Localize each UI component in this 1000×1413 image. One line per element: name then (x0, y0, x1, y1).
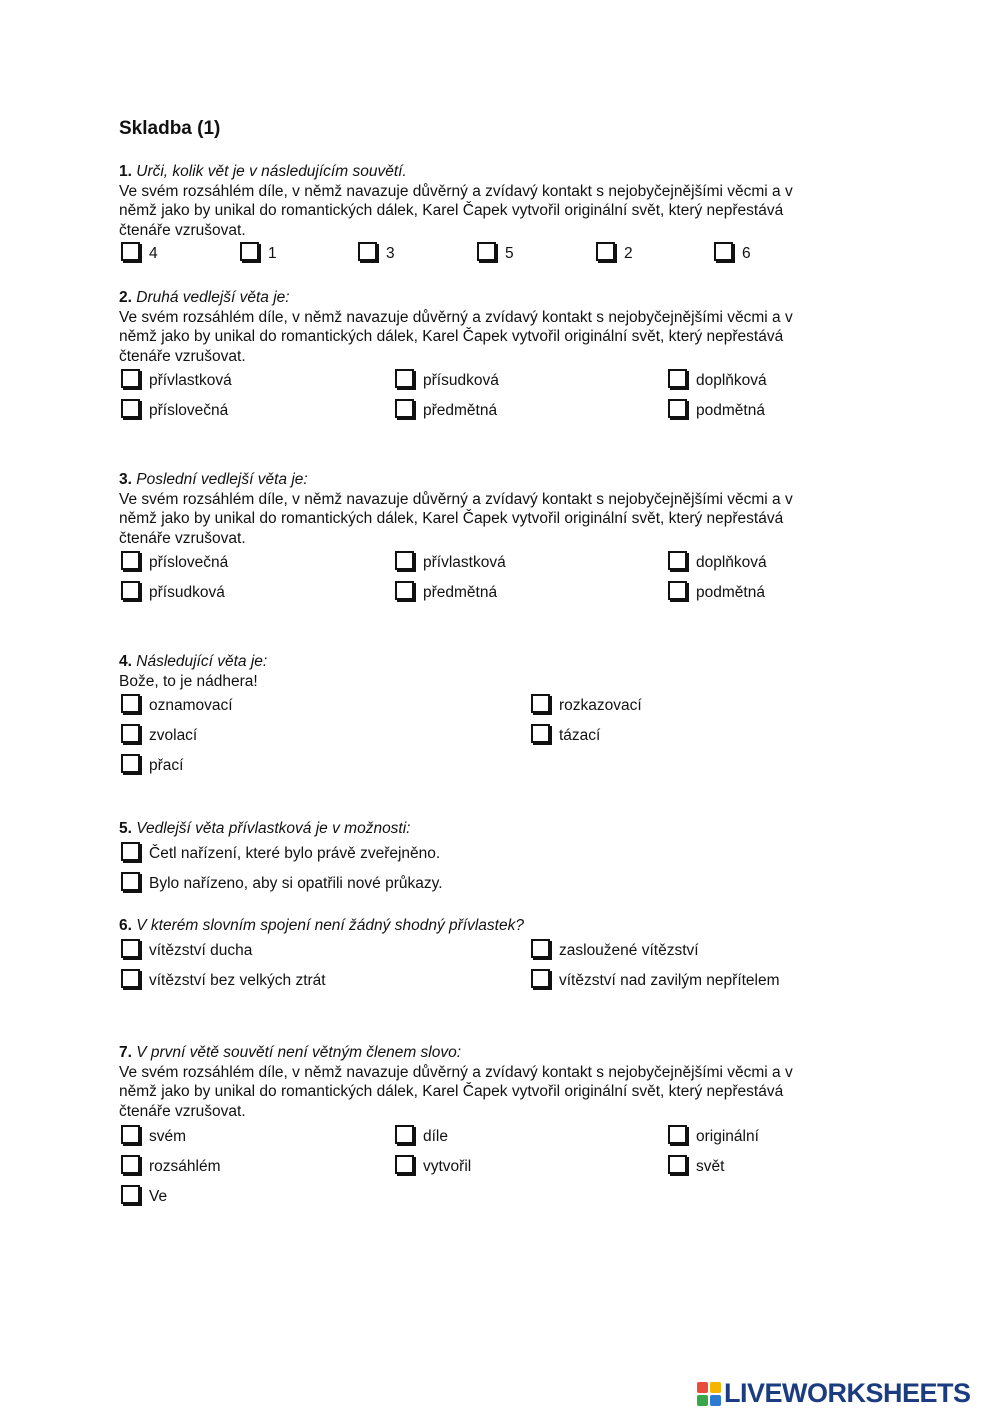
answer-option[interactable] (668, 401, 765, 420)
option-label: tázací (559, 727, 601, 744)
page-title: Skladba (1) (119, 118, 221, 139)
question-1 (119, 162, 879, 240)
option-label: vítězství bez velkých ztrát (149, 972, 326, 989)
answer-option[interactable] (358, 244, 395, 263)
option-label: díle (423, 1128, 448, 1145)
sentence-line: čtenáře vzrušovat. (119, 221, 246, 239)
answer-option[interactable] (395, 553, 506, 572)
question-2 (119, 288, 879, 366)
checkbox[interactable] (121, 399, 140, 418)
option-label: 2 (624, 245, 633, 262)
checkbox[interactable] (121, 369, 140, 388)
question-number: 4. (119, 653, 132, 670)
checkbox[interactable] (395, 399, 414, 418)
option-label: 1 (268, 245, 277, 262)
answer-option[interactable] (121, 1187, 167, 1206)
answer-option[interactable] (668, 1127, 759, 1146)
sentence-line: Ve svém rozsáhlém díle, v němž navazuje důvěrný a zvídavý kontakt s nejobyčejnějšími věcmi a v (119, 308, 793, 326)
option-label: přísudková (149, 584, 225, 601)
question-number: 1. (119, 163, 132, 180)
sentence-line: Ve svém rozsáhlém díle, v němž navazuje důvěrný a zvídavý kontakt s nejobyčejnějšími věcmi a v (119, 182, 793, 200)
checkbox[interactable] (395, 551, 414, 570)
sentence-line: čtenáře vzrušovat. (119, 1102, 246, 1120)
option-label: příslovečná (149, 402, 229, 419)
checkbox[interactable] (395, 1155, 414, 1174)
answer-option[interactable] (531, 726, 600, 745)
checkbox[interactable] (121, 969, 140, 988)
answer-option[interactable] (121, 696, 233, 715)
checkbox[interactable] (668, 399, 687, 418)
option-label: Ve (149, 1188, 168, 1205)
answer-option[interactable] (714, 244, 751, 263)
answer-option[interactable] (121, 583, 225, 602)
option-label: doplňková (696, 372, 767, 389)
checkbox[interactable] (668, 1155, 687, 1174)
checkbox[interactable] (531, 939, 550, 958)
question-number: 5. (119, 820, 132, 837)
checkbox[interactable] (668, 1125, 687, 1144)
question-5 (119, 819, 879, 839)
checkbox[interactable] (121, 724, 140, 743)
logo-tile (710, 1395, 721, 1406)
checkbox[interactable] (477, 242, 496, 261)
liveworksheets-logo (697, 1378, 971, 1409)
checkbox[interactable] (121, 939, 140, 958)
checkbox[interactable] (395, 1125, 414, 1144)
answer-option[interactable] (121, 726, 197, 745)
logo-text: LIVEWORKSHEETS (724, 1378, 971, 1408)
checkbox[interactable] (121, 754, 140, 773)
checkbox[interactable] (121, 242, 140, 261)
answer-option[interactable] (395, 583, 497, 602)
option-label: 3 (386, 245, 395, 262)
checkbox[interactable] (121, 551, 140, 570)
answer-option[interactable] (395, 1157, 471, 1176)
question-prompt: Druhá vedlejší věta je: (136, 289, 290, 306)
logo-icon (697, 1382, 721, 1406)
question-prompt: Poslední vedlejší věta je: (136, 471, 308, 488)
question-text: Bože, to je nádhera! (119, 672, 258, 690)
option-label: příslovečná (149, 554, 229, 571)
answer-option[interactable] (668, 371, 767, 390)
question-number: 6. (119, 917, 132, 934)
checkbox[interactable] (121, 1155, 140, 1174)
checkbox[interactable] (121, 842, 140, 861)
answer-option[interactable] (121, 553, 228, 572)
answer-option[interactable] (121, 1127, 186, 1146)
checkbox[interactable] (531, 969, 550, 988)
checkbox[interactable] (395, 369, 414, 388)
answer-option[interactable] (596, 244, 633, 263)
question-prompt: V kterém slovním spojení není žádný shodný přívlastek? (136, 917, 524, 934)
answer-option[interactable] (668, 583, 765, 602)
sentence-line: čtenáře vzrušovat. (119, 347, 246, 365)
answer-option[interactable] (395, 1127, 448, 1146)
checkbox[interactable] (531, 694, 550, 713)
checkbox[interactable] (395, 581, 414, 600)
checkbox[interactable] (121, 1125, 140, 1144)
answer-option[interactable] (121, 971, 326, 990)
option-label: 5 (505, 245, 514, 262)
question-4 (119, 652, 879, 691)
answer-option[interactable] (240, 244, 277, 263)
checkbox[interactable] (121, 1185, 140, 1204)
checkbox[interactable] (531, 724, 550, 743)
question-prompt: Vedlejší věta přívlastková je v možnosti: (136, 820, 411, 837)
option-label: podmětná (696, 402, 765, 419)
sentence-line: němž jako by unikal do romantických dálek, Karel Čapek vytvořil originální svět, který nepřestává (119, 510, 784, 527)
checkbox[interactable] (668, 551, 687, 570)
answer-option[interactable] (121, 401, 228, 420)
option-label: vytvořil (423, 1158, 472, 1175)
checkbox[interactable] (668, 369, 687, 388)
option-label: přací (149, 757, 184, 774)
question-number: 7. (119, 1044, 132, 1061)
option-label: Bylo nařízeno, aby si opatřili nové průkazy. (149, 875, 443, 892)
checkbox[interactable] (668, 581, 687, 600)
logo-tile (697, 1395, 708, 1406)
option-label: přísudková (423, 372, 499, 389)
option-label: rozsáhlém (149, 1158, 221, 1175)
answer-option[interactable] (531, 971, 780, 990)
option-label: Četl nařízení, které bylo právě zveřejněno. (149, 845, 441, 862)
option-label: podmětná (696, 584, 765, 601)
answer-option[interactable] (121, 371, 232, 390)
checkbox[interactable] (240, 242, 259, 261)
checkbox[interactable] (358, 242, 377, 261)
option-label: přívlastková (423, 554, 506, 571)
question-number: 3. (119, 471, 132, 488)
answer-option[interactable] (121, 941, 252, 960)
question-6 (119, 916, 879, 936)
option-label: vítězství nad zavilým nepřítelem (559, 972, 780, 989)
question-3 (119, 470, 879, 548)
sentence-line: čtenáře vzrušovat. (119, 529, 246, 547)
question-prompt: V první větě souvětí není větným členem slovo: (136, 1044, 462, 1061)
answer-option[interactable] (121, 1157, 221, 1176)
option-label: originální (696, 1128, 759, 1145)
checkbox[interactable] (596, 242, 615, 261)
option-label: svět (696, 1158, 725, 1175)
option-label: zvolací (149, 727, 198, 744)
option-label: zasloužené vítězství (559, 942, 699, 959)
option-label: 6 (742, 245, 751, 262)
answer-option[interactable] (531, 941, 699, 960)
option-label: předmětná (423, 402, 498, 419)
question-prompt: Urči, kolik vět je v následujícím souvětí. (136, 163, 407, 180)
checkbox[interactable] (121, 694, 140, 713)
sentence-line: Ve svém rozsáhlém díle, v němž navazuje důvěrný a zvídavý kontakt s nejobyčejnějšími věcmi a v (119, 490, 793, 508)
question-7 (119, 1043, 879, 1121)
answer-option[interactable] (121, 756, 183, 775)
checkbox[interactable] (714, 242, 733, 261)
option-label: 4 (149, 245, 158, 262)
checkbox[interactable] (121, 872, 140, 891)
answer-option[interactable] (121, 244, 158, 263)
question-prompt: Následující věta je: (136, 653, 268, 670)
answer-option[interactable] (531, 696, 642, 715)
option-label: vítězství ducha (149, 942, 253, 959)
logo-tile (710, 1382, 721, 1393)
option-label: oznamovací (149, 697, 233, 714)
sentence-line: němž jako by unikal do romantických dálek, Karel Čapek vytvořil originální svět, který nepřestává (119, 202, 784, 219)
logo-tile (697, 1382, 708, 1393)
sentence-line: němž jako by unikal do romantických dálek, Karel Čapek vytvořil originální svět, který nepřestává (119, 328, 784, 345)
answer-option[interactable] (121, 844, 440, 863)
answer-option[interactable] (395, 401, 497, 420)
answer-option[interactable] (668, 553, 767, 572)
option-label: přívlastková (149, 372, 232, 389)
option-label: předmětná (423, 584, 498, 601)
sentence-line: němž jako by unikal do romantických dálek, Karel Čapek vytvořil originální svět, který nepřestává (119, 1083, 784, 1100)
sentence-line: Ve svém rozsáhlém díle, v němž navazuje důvěrný a zvídavý kontakt s nejobyčejnějšími věcmi a v (119, 1063, 793, 1081)
option-label: doplňková (696, 554, 767, 571)
answer-option[interactable] (477, 244, 514, 263)
answer-option[interactable] (121, 874, 443, 893)
option-label: rozkazovací (559, 697, 642, 714)
checkbox[interactable] (121, 581, 140, 600)
question-number: 2. (119, 289, 132, 306)
answer-option[interactable] (668, 1157, 724, 1176)
option-label: svém (149, 1128, 187, 1145)
answer-option[interactable] (395, 371, 499, 390)
